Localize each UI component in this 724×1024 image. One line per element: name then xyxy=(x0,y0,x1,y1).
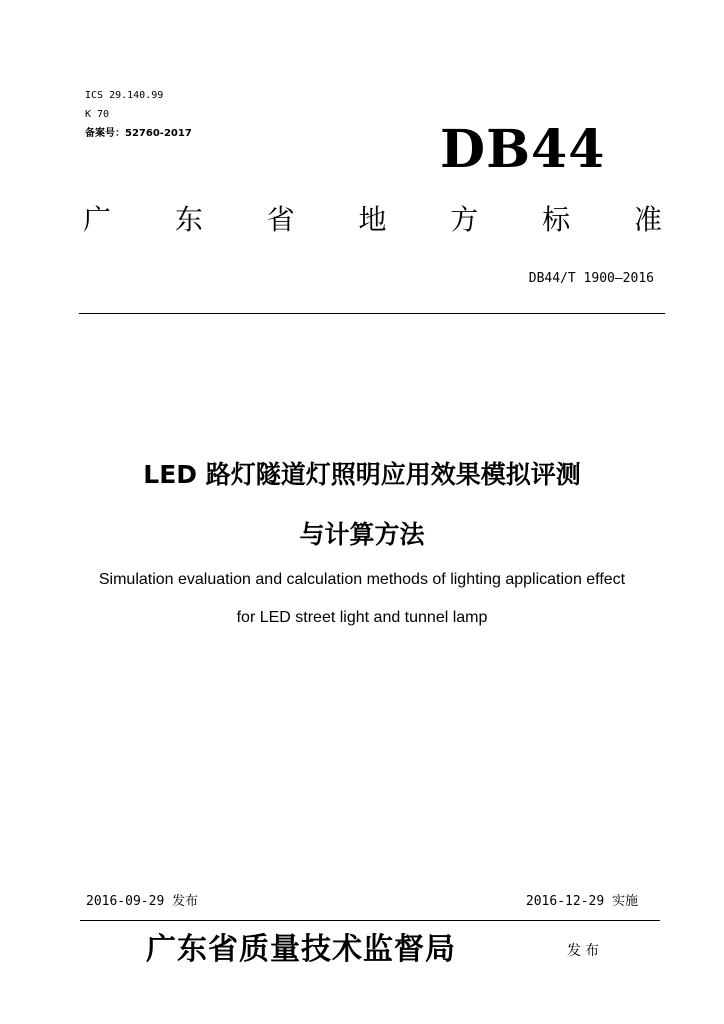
standard-type-char: 省 xyxy=(266,203,295,236)
standard-type-char: 东 xyxy=(174,203,203,236)
title-english-line-2: for LED street light and tunnel lamp xyxy=(236,609,488,626)
header-divider xyxy=(79,313,665,314)
issuing-authority: 广东省质量技术监督局 xyxy=(146,932,456,967)
issue-date: 2016-09-29 发布 xyxy=(86,894,199,909)
standard-type-char: 标 xyxy=(542,203,571,236)
standard-type-char: 地 xyxy=(358,203,387,236)
implementation-date: 2016-12-29 实施 xyxy=(525,894,638,909)
standard-logo: DB44 xyxy=(440,119,606,180)
issuer-action: 发布 xyxy=(567,943,603,959)
ics-code: ICS 29.140.99 xyxy=(85,90,164,101)
standard-type-heading xyxy=(80,198,665,242)
footer-divider xyxy=(80,920,660,921)
standard-type-char: 广 xyxy=(82,203,111,236)
title-chinese-line-1: LED 路灯隧道灯照明应用效果模拟评测 xyxy=(143,460,581,489)
title-english-line-1: Simulation evaluation and calculation methods of lighting application effect xyxy=(98,571,626,588)
standard-type-char: 方 xyxy=(450,203,479,236)
record-number: 备案号：52760-2017 xyxy=(85,128,192,139)
title-chinese-line-2: 与计算方法 xyxy=(299,520,425,549)
standard-type-char: 准 xyxy=(633,203,662,236)
classification-code: K 70 xyxy=(85,109,110,120)
standard-code: DB44/T 1900—2016 xyxy=(528,271,654,286)
